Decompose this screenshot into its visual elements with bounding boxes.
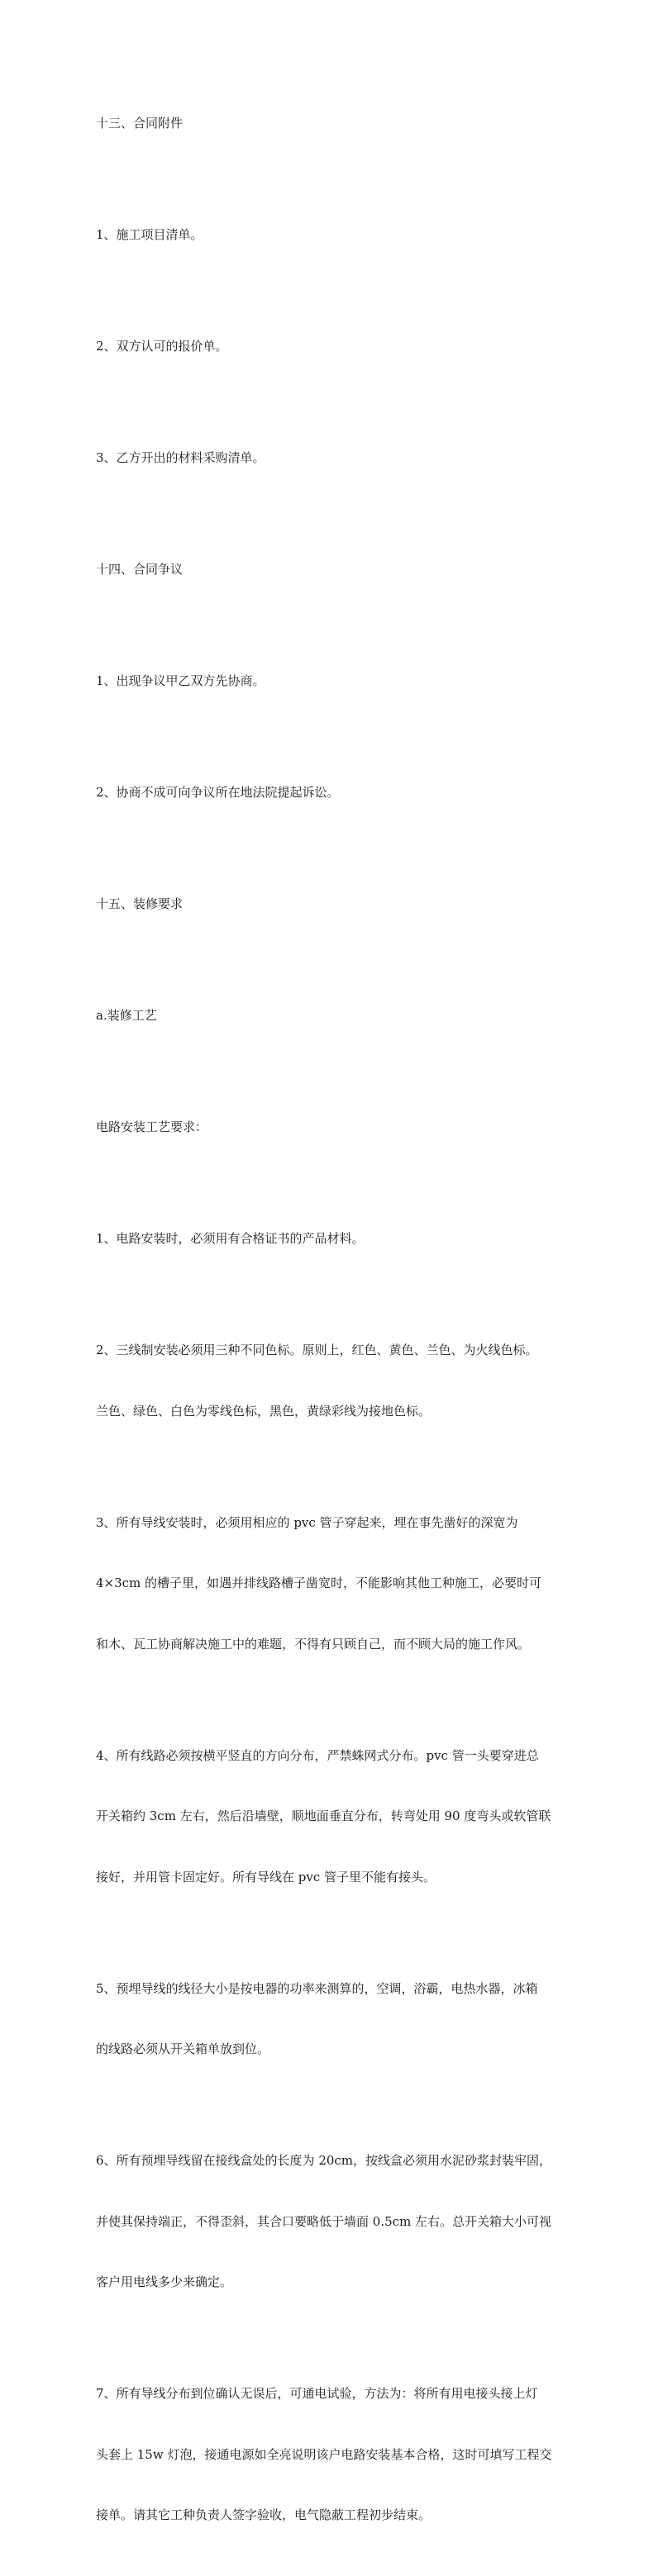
text-line: 2、双方认可的报价单。 — [96, 339, 228, 354]
text-line: 接好，并用管卡固定好。所有导线在 pvc 管子里不能有接头。 — [96, 1869, 436, 1884]
text-line: 的线路必须从开关箱单放到位。 — [96, 2041, 270, 2056]
document-body — [96, 73, 569, 2576]
text-line: 5、预埋导线的线径大小是按电器的功率来测算的，空调，浴霸，电热水器，冰箱 — [96, 1980, 538, 1996]
list-item — [96, 407, 569, 509]
list-item — [96, 742, 569, 844]
text-line: 和木、瓦工协商解决施工中的难题，不得有只顾自己，而不顾大局的施工作风。 — [96, 1636, 531, 1652]
text-line: 7、所有导线分布到位确认无误后，可通电试验，方法为：将所有用电接头接上灯 — [96, 2386, 538, 2401]
list-item — [96, 1188, 569, 1290]
text-line: 十四、合同争议 — [96, 562, 184, 577]
text-line: a.装修工艺 — [96, 1008, 157, 1023]
subsection-heading — [96, 1077, 569, 1178]
list-item — [96, 2110, 569, 2333]
list-item — [96, 184, 569, 286]
list-item — [96, 2343, 569, 2566]
text-line: 2、协商不成可向争议所在地法院提起诉讼。 — [96, 785, 340, 800]
text-line: 十三、合同附件 — [96, 116, 184, 131]
list-item — [96, 1472, 569, 1695]
text-line: 1、出现争议甲乙双方先协商。 — [96, 673, 265, 688]
list-item — [96, 1300, 569, 1461]
text-line: 4、所有线路必须按横平竖直的方向分布，严禁蛛网式分布。pvc 管一头要穿进总 — [96, 1747, 539, 1763]
list-item — [96, 1938, 569, 2100]
text-line: 1、电路安装时，必须用有合格证书的产品材料。 — [96, 1231, 365, 1246]
text-line: 开关箱约 3cm 左右，然后沿墙壁，顺地面垂直分布，转弯处用 90 度弯头或软管联 — [96, 1808, 551, 1823]
text-line: 接单。请其它工种负责人签字验收，电气隐蔽工程初步结束。 — [96, 2507, 432, 2522]
section-heading-15 — [96, 853, 569, 955]
list-item — [96, 296, 569, 397]
text-line: 兰色、绿色、白色为零线色标，黑色，黄绿彩线为接地色标。 — [96, 1403, 432, 1419]
text-line: 头套上 15w 灯泡，接通电源如全亮说明该户电路安装基本合格，这时可填写工程交 — [96, 2446, 552, 2462]
text-line: 十五、装修要求 — [96, 896, 184, 911]
list-item — [96, 630, 569, 732]
text-line: 客户用电线多少来确定。 — [96, 2274, 233, 2289]
text-line: 3、乙方开出的材料采购清单。 — [96, 450, 265, 465]
text-line: 6、所有预埋导线留在接线盒处的长度为 20cm，按线盒必须用水泥砂浆封装牢固， — [96, 2153, 552, 2168]
section-heading-13 — [96, 73, 569, 174]
list-item — [96, 1705, 569, 1928]
text-line: 1、施工项目清单。 — [96, 227, 203, 242]
subsection-heading — [96, 965, 569, 1067]
text-line: 4×3cm 的槽子里，如遇并排线路槽子凿宽时，不能影响其他工种施工，必要时可 — [96, 1576, 542, 1590]
text-line: 3、所有导线安装时，必须用相应的 pvc 管子穿起来，埋在事先凿好的深宽为 — [96, 1514, 518, 1530]
text-line: 并使其保持端正，不得歪斜，其合口要略低于墙面 0.5cm 左右。总开关箱大小可视 — [96, 2213, 552, 2229]
text-line: 电路安装工艺要求： — [96, 1119, 208, 1134]
text-line: 2、三线制安装必须用三种不同色标。原则上，红色、黄色、兰色、为火线色标。 — [96, 1343, 538, 1357]
section-heading-14 — [96, 519, 569, 620]
